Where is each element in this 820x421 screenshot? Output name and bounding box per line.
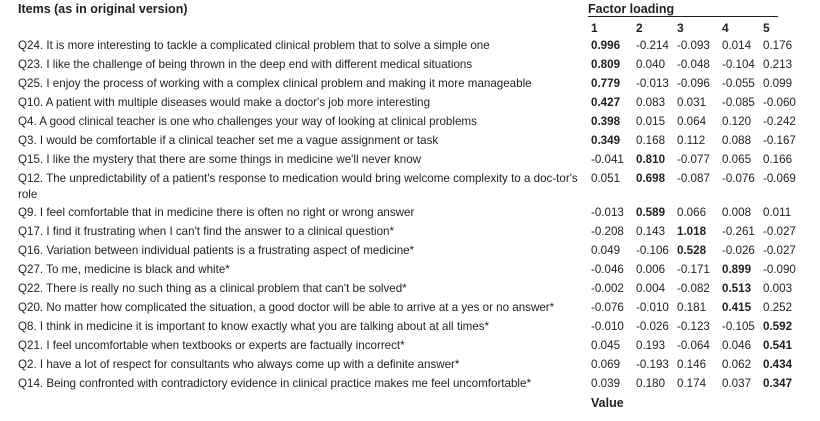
item-text: Q27. To me, medicine is black and white* [18, 263, 230, 276]
loading-cell: -0.010 [591, 320, 624, 333]
loading-cell: 1.018 [677, 225, 707, 238]
loading-cell: -0.055 [722, 77, 755, 90]
loading-cell: 0.213 [763, 58, 793, 71]
item-text: Q15. I like the mystery that there are some things in medicine we'll never know [18, 153, 422, 166]
item-text: Q21. I feel uncomfortable when textbooks or experts are factually incorrect* [18, 339, 405, 352]
loading-cell: 0.014 [722, 39, 752, 52]
loading-cell: 0.031 [677, 96, 707, 109]
loading-cell: 0.996 [591, 39, 621, 52]
factor-number: 5 [763, 21, 770, 35]
loading-cell: -0.026 [636, 320, 669, 333]
loading-cell: 0.349 [591, 134, 621, 147]
loading-cell: 0.180 [636, 377, 666, 390]
loading-cell: 0.069 [591, 358, 621, 371]
factor-number: 1 [591, 21, 598, 35]
loading-cell: 0.589 [636, 206, 666, 219]
items-column-header: Items (as in original version) [18, 2, 188, 16]
loading-cell: 0.066 [677, 206, 707, 219]
loading-cell: -0.104 [722, 58, 755, 71]
loading-cell: -0.193 [636, 358, 669, 371]
loading-cell: 0.899 [722, 263, 752, 276]
loading-cell: 0.046 [722, 339, 752, 352]
loading-cell: 0.088 [722, 134, 752, 147]
loading-cell: 0.112 [677, 134, 706, 147]
item-text: Q10. A patient with multiple diseases would make a doctor's job more interesting [18, 96, 431, 109]
loading-cell: -0.010 [636, 301, 669, 314]
loading-cell: 0.004 [636, 282, 666, 295]
loading-cell: 0.166 [763, 153, 793, 166]
loading-cell: 0.427 [591, 96, 621, 109]
loading-cell: 0.143 [636, 225, 666, 238]
loading-cell: -0.027 [763, 225, 796, 238]
item-text: Q2. I have a lot of respect for consultants who always come up with a definite answer* [18, 358, 460, 371]
item-text: Q16. Variation between individual patients is a frustrating aspect of medicine* [18, 244, 415, 257]
loading-cell: 0.193 [636, 339, 666, 352]
loading-cell: 0.062 [722, 358, 752, 371]
value-label: Value [591, 396, 624, 410]
loading-cell: 0.049 [591, 244, 621, 257]
loading-cell: 0.065 [722, 153, 752, 166]
item-text: Q14. Being confronted with contradictory evidence in clinical practice makes me feel uncomfortable* [18, 377, 531, 390]
loading-cell: 0.415 [722, 301, 752, 314]
loading-cell: -0.123 [677, 320, 710, 333]
loading-cell: -0.069 [763, 172, 796, 185]
loading-cell: 0.698 [636, 172, 666, 185]
loading-cell: -0.087 [677, 172, 710, 185]
loading-cell: 0.168 [636, 134, 666, 147]
loading-cell: 0.592 [763, 320, 793, 333]
loading-cell: 0.398 [591, 115, 621, 128]
loading-cell: -0.027 [763, 244, 796, 257]
item-text: Q25. I enjoy the process of working with a complex clinical problem and making it more manageable [18, 77, 532, 90]
loading-cell: -0.048 [677, 58, 710, 71]
loading-cell: -0.076 [591, 301, 624, 314]
item-text: Q12. The unpredictability of a patient's response to medication would bring welcome complexity to a doc-tor's role [18, 172, 578, 201]
loading-cell: -0.076 [722, 172, 755, 185]
loading-cell: 0.809 [591, 58, 621, 71]
item-text: Q22. There is really no such thing as a clinical problem that can't be solved* [18, 282, 407, 295]
loading-cell: -0.064 [677, 339, 710, 352]
item-text: Q3. I would be comfortable if a clinical teacher set me a vague assignment or task [18, 134, 439, 147]
loading-cell: -0.085 [722, 96, 755, 109]
loading-cell: -0.167 [763, 134, 796, 147]
loading-cell: 0.120 [722, 115, 752, 128]
loading-cell: -0.082 [677, 282, 710, 295]
item-text: Q17. I find it frustrating when I can't find the answer to a clinical question* [18, 225, 394, 238]
loading-cell: 0.528 [677, 244, 707, 257]
loading-cell: 0.011 [763, 206, 792, 219]
loading-cell: 0.176 [763, 39, 793, 52]
item-text: Q20. No matter how complicated the situation, a good doctor will be able to arrive at a yes or no answer* [18, 301, 555, 314]
factor-loading-header: Factor loading [588, 2, 675, 16]
loading-cell: -0.026 [722, 244, 755, 257]
item-text: Q23. I like the challenge of being thrown in the deep end with different medical situations [18, 58, 473, 71]
loading-cell: 0.003 [763, 282, 793, 295]
loading-cell: -0.013 [636, 77, 669, 90]
loading-cell: 0.037 [722, 377, 752, 390]
loading-cell: 0.045 [591, 339, 621, 352]
loading-cell: 0.174 [677, 377, 707, 390]
loading-cell: -0.077 [677, 153, 710, 166]
loading-cell: 0.006 [636, 263, 666, 276]
loading-cell: 0.015 [636, 115, 666, 128]
loading-cell: -0.002 [591, 282, 624, 295]
loading-cell: -0.214 [636, 39, 669, 52]
factor-number: 4 [722, 21, 729, 35]
loading-cell: 0.347 [763, 377, 793, 390]
item-text: Q24. It is more interesting to tackle a complicated clinical problem that to solve a simple one [18, 39, 490, 52]
loading-cell: -0.090 [763, 263, 796, 276]
item-text: Q9. I feel comfortable that in medicine there is often no right or wrong answer [18, 206, 415, 219]
loading-cell: 0.146 [677, 358, 707, 371]
loading-cell: 0.083 [636, 96, 666, 109]
loading-cell: -0.060 [763, 96, 796, 109]
loading-cell: 0.064 [677, 115, 707, 128]
loading-cell: 0.513 [722, 282, 752, 295]
loading-cell: 0.541 [763, 339, 793, 352]
loading-cell: -0.041 [591, 153, 624, 166]
loading-cell: 0.810 [636, 153, 666, 166]
loading-cell: 0.252 [763, 301, 793, 314]
loading-cell: 0.434 [763, 358, 793, 371]
loading-cell: 0.099 [763, 77, 793, 90]
loading-cell: -0.013 [591, 206, 624, 219]
loading-cell: -0.208 [591, 225, 624, 238]
loading-cell: -0.046 [591, 263, 624, 276]
loading-cell: -0.096 [677, 77, 710, 90]
factor-number: 3 [677, 21, 684, 35]
loading-cell: 0.039 [591, 377, 621, 390]
loading-cell: 0.008 [722, 206, 752, 219]
loading-cell: -0.105 [722, 320, 755, 333]
loading-cell: 0.181 [677, 301, 707, 314]
item-text: Q4. A good clinical teacher is one who challenges your way of looking at clinical problems [18, 115, 477, 128]
header-rule [588, 16, 778, 17]
loading-cell: 0.779 [591, 77, 621, 90]
loading-cell: -0.242 [763, 115, 796, 128]
loading-cell: 0.040 [636, 58, 666, 71]
loading-cell: -0.106 [636, 244, 669, 257]
loading-cell: 0.051 [591, 172, 621, 185]
factor-number: 2 [636, 21, 643, 35]
loading-cell: -0.093 [677, 39, 710, 52]
loading-cell: -0.261 [722, 225, 755, 238]
item-text: Q8. I think in medicine it is important to know exactly what you are talking about at all times* [18, 320, 490, 333]
loading-cell: -0.171 [677, 263, 710, 276]
